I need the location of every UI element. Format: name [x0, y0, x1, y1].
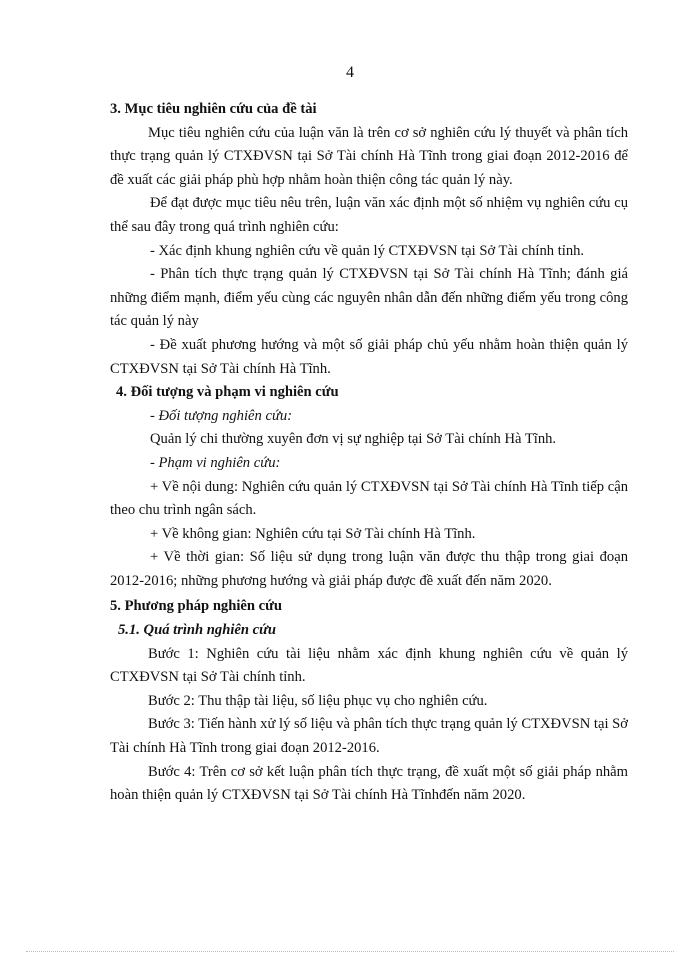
section-3-paragraph-1: Mục tiêu nghiên cứu của luận văn là trên cơ sở nghiên cứu lý thuyết và phân tích thực trạng quản lý CTXĐVSN tại Sở Tài chính Hà Tĩnh trong giai đoạn 2012-2016 để đề xuất các giải pháp phù hợp nhằm hoàn thiện công tác quản lý này.	[110, 124, 628, 188]
step-3: Bước 3: Tiến hành xử lý số liệu và phân tích thực trạng quản lý CTXĐVSN tại Sở Tài chính Hà Tĩnh trong giai đoạn 2012-2016.	[110, 716, 628, 757]
step-1: Bước 1: Nghiên cứu tài liệu nhằm xác định khung nghiên cứu về quản lý CTXĐVSN tại Sở Tài chính tỉnh.	[110, 645, 628, 686]
section-4-scope-label: - Phạm vi nghiên cứu:	[150, 454, 281, 471]
step-2: Bước 2: Thu thập tài liệu, số liệu phục vụ cho nghiên cứu.	[148, 692, 488, 709]
section-3-bullet-1: - Xác định khung nghiên cứu về quản lý CTXĐVSN tại Sở Tài chính tỉnh.	[150, 242, 585, 259]
section-4-subject-text: Quản lý chi thường xuyên đơn vị sự nghiệp tại Sở Tài chính Hà Tĩnh.	[150, 431, 557, 448]
section-3-paragraph-2: Để đạt được mục tiêu nêu trên, luận văn xác định một số nhiệm vụ nghiên cứu cụ thể sau đây trong quá trình nghiên cứu:	[110, 195, 628, 235]
section-4-scope-space: + Về không gian: Nghiên cứu tại Sở Tài chính Hà Tĩnh.	[150, 525, 476, 542]
section-3-bullet-2: - Phân tích thực trạng quản lý CTXĐVSN tại Sở Tài chính Hà Tĩnh; đánh giá những điểm mạnh, điểm yếu cùng các nguyên nhân dẫn đến những điểm yếu trong công tác quản lý này	[110, 266, 628, 330]
section-5-heading: 5. Phương pháp nghiên cứu	[110, 598, 282, 615]
page-number: 4	[346, 64, 354, 81]
section-4-heading: 4. Đối tượng và phạm vi nghiên cứu	[116, 384, 339, 401]
section-3-bullet-3: - Đề xuất phương hướng và một số giải pháp chủ yếu nhằm hoàn thiện quản lý CTXĐVSN tại Sở Tài chính Hà Tĩnh.	[110, 336, 628, 377]
section-3-heading: 3. Mục tiêu nghiên cứu của đề tài	[110, 101, 317, 117]
section-4-scope-time: + Về thời gian: Số liệu sử dụng trong luận văn được thu thập trong giai đoạn 2012-2016; những phương hướng và giải pháp được đề xuất đến năm 2020.	[110, 549, 628, 589]
document-body	[110, 98, 628, 808]
page-bottom-divider	[26, 951, 674, 952]
section-4-scope-content: + Về nội dung: Nghiên cứu quản lý CTXĐVSN tại Sở Tài chính Hà Tĩnh tiếp cận theo chu trình ngân sách.	[110, 478, 628, 519]
section-5-1-heading: 5.1. Quá trình nghiên cứu	[118, 622, 276, 639]
section-4-subject-label: - Đối tượng nghiên cứu:	[150, 407, 293, 424]
step-4: Bước 4: Trên cơ sở kết luận phân tích thực trạng, đề xuất một số giải pháp nhằm hoàn thiện quản lý CTXĐVSN tại Sở Tài chính Hà Tĩnhđến năm 2020.	[110, 763, 628, 804]
